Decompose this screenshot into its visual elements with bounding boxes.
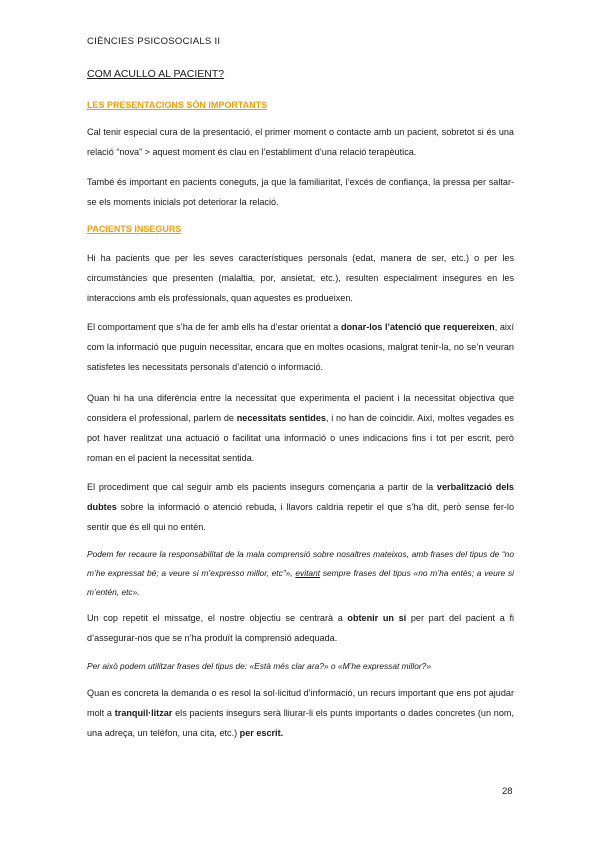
paragraph-7-text-c: sempre frases del tipus «no m’ha entès; a veure si m’entén, etc». xyxy=(87,568,515,597)
page-title: COM ACULLO AL PACIENT? xyxy=(87,68,225,80)
paragraph-5 xyxy=(87,388,514,468)
paragraph-7-underlined: evitant xyxy=(295,568,321,578)
paragraph-3: Hi ha pacients que per les seves característiques personals (edat, manera de ser, etc.) o per les circumstàncies que presenten (malaltia, por, ansietat, etc.), resulten especialment insegures en les interaccions amb els professionals, quan aquestes es produeixen. xyxy=(87,253,514,303)
paragraph-5-text-c: , i no han de coincidir. Així, moltes vegades es pot haver realitzat una actuació o facilitat una informació o unes indicacions fins i tot per escrit, però roman en el pacient la necessitat sentida. xyxy=(87,413,514,463)
paragraph-2: També és important en pacients coneguts, ja que la familiaritat, l’excés de confiança, la pressa per saltar-se els moments inicials pot deteriorar la relació. xyxy=(87,177,514,207)
section-heading-pacients-insegurs: PACIENTS INSEGURS xyxy=(87,224,182,234)
paragraph-7-italic xyxy=(87,545,514,602)
paragraph-10-text-c: els pacients insegurs serà lliurar-li els punts importants o dades concretes (un nom, una adreça, un telèfon, una cita, etc.) xyxy=(87,708,514,738)
paragraph-10 xyxy=(87,683,514,743)
paragraph-4-text-c: , així com la informació que puguin necessitar, encara que en moltes ocasions, malgrat tenir-la, no se’n veuran satisfetes les necessitats personals d’atenció o informació. xyxy=(87,322,514,372)
paragraph-7-text-a: Podem fer recaure la responsabilitat de la mala comprensió sobre nosaltres mateixos, amb frases del tipus de “no m’he expressat bé; a veure si m’expresso millor, etc”», xyxy=(87,549,514,578)
paragraph-6 xyxy=(87,477,514,537)
paragraph-10-bold-1: tranquil·litzar xyxy=(114,708,173,718)
paragraph-8 xyxy=(87,608,514,648)
paragraph-4 xyxy=(87,317,514,377)
paragraph-5-text-a: Quan hi ha una diferència entre la necessitat que experimenta el pacient i la necessitat objectiva que considera el professional, parlem de xyxy=(87,393,514,423)
paragraph-4-text-a: El comportament que s’ha de fer amb ells ha d’estar orientat a xyxy=(87,322,341,332)
paragraph-10-text-a: Quan es concreta la demanda o es resol la sol·licitud d’informació, un recurs important que ens pot ajudar molt a xyxy=(87,688,514,718)
paragraph-8-text-c: per part del pacient a fi d’assegurar-nos que se n’ha produït la comprensió adequada. xyxy=(87,613,514,643)
paragraph-10-bold-2: per escrit. xyxy=(239,728,284,738)
paragraph-5-bold: necessitats sentides xyxy=(236,413,326,423)
paragraph-8-text-a: Un cop repetit el missatge, el nostre objectiu se centrarà a xyxy=(87,613,348,623)
paragraph-6-text-a: El procediment que cal seguir amb els pacients insegurs començaria a partir de la xyxy=(87,482,437,492)
paragraph-9-italic: Per això podem utilitzar frases del tipus de: «Està més clar ara?» o «M’he expressat millor?» xyxy=(87,661,432,671)
paragraph-8-bold: obtenir un sí xyxy=(347,613,407,623)
paragraph-1: Cal tenir especial cura de la presentació, el primer moment o contacte amb un pacient, sobretot si és una relació “nova” > aquest moment és clau en l’establiment d’una relació terapèutica. xyxy=(87,127,514,157)
page-number: 28 xyxy=(502,786,513,797)
section-heading-presentacions: LES PRESENTACIONS SÓN IMPORTANTS xyxy=(87,100,268,110)
paragraph-6-bold: verbalització dels dubtes xyxy=(87,482,514,512)
paragraph-4-bold: donar-los l’atenció que requereixen xyxy=(340,322,495,332)
paragraph-6-text-c: sobre la informació o atenció rebuda, i llavors caldria repetir el que s’ha dit, però sense fer-lo sentir que és ell qui no entén. xyxy=(87,502,514,532)
running-header: CIÈNCIES PSICOSOCIALS II xyxy=(87,36,221,47)
